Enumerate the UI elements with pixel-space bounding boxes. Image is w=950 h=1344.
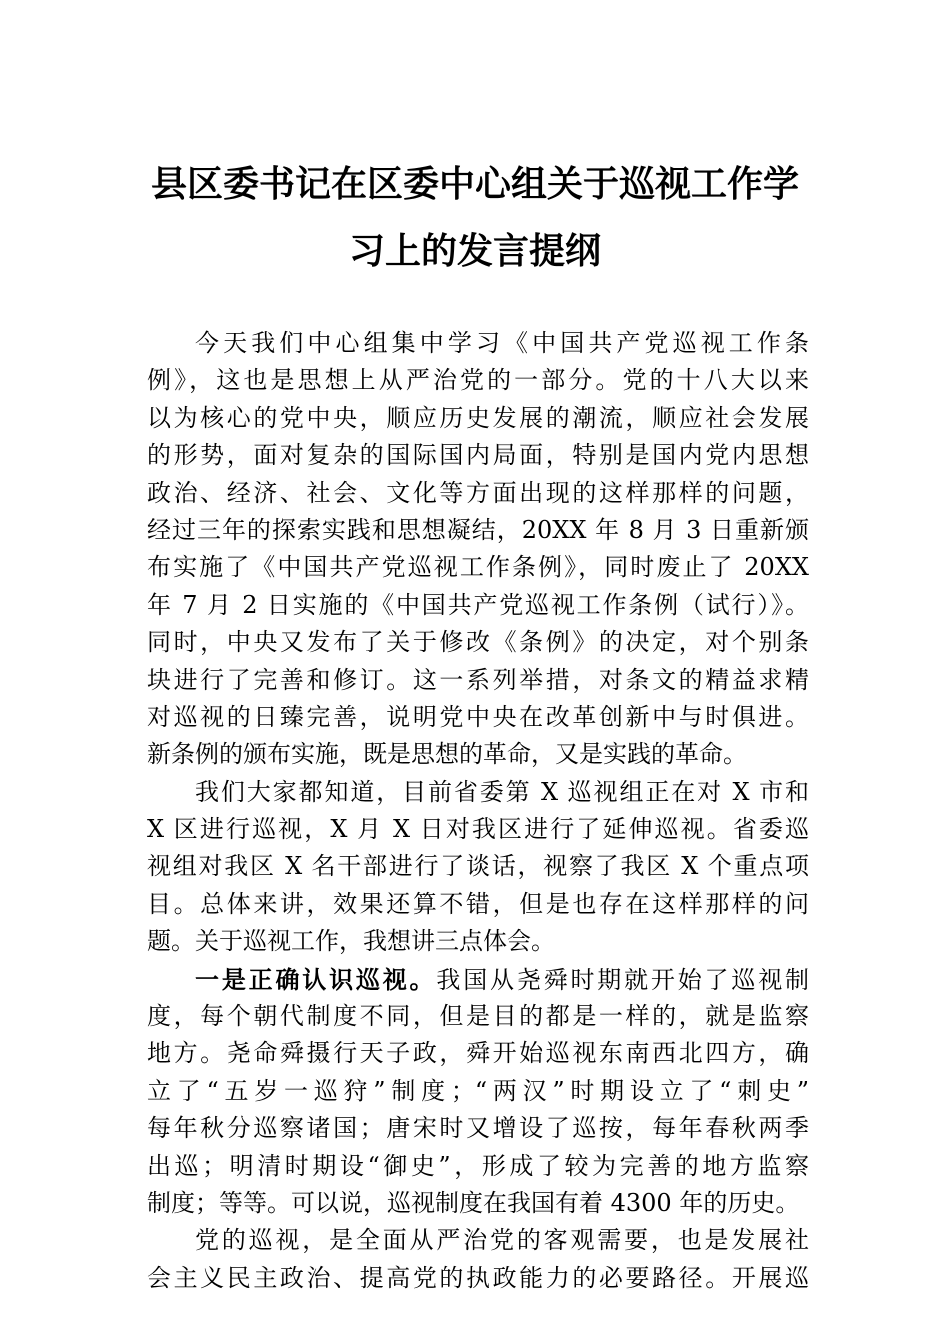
document-title-line-2: 习上的发言提纲 bbox=[348, 230, 601, 272]
text-line: 会主义民主政治、提高党的执政能力的必要路径。开展巡 bbox=[147, 1263, 809, 1292]
text-line: 目。总体来讲，效果还算不错，但是也存在这样那样的问 bbox=[147, 889, 809, 918]
paragraph-3 bbox=[147, 961, 809, 1223]
text-line: 制度；等等。可以说，巡视制度在我国有着 4300 年的历史。 bbox=[147, 1188, 800, 1217]
text-line: 对巡视的日臻完善，说明党中央在改革创新中与时俱进。 bbox=[147, 702, 809, 731]
text-line: 以为核心的党中央，顺应历史发展的潮流，顺应社会发展 bbox=[147, 403, 809, 432]
document-body bbox=[147, 325, 809, 1297]
text-line: X 区进行巡视，X 月 X 日对我区进行了延伸巡视。省委巡 bbox=[147, 815, 809, 844]
text-line: 同时，中央又发布了关于修改《条例》的决定，对个别条 bbox=[147, 628, 809, 657]
document-title-line-1: 县区委书记在区委中心组关于巡视工作学 bbox=[150, 163, 799, 205]
paragraph-2 bbox=[147, 774, 809, 961]
text-line: 例》，这也是思想上从严治党的一部分。党的十八大以来 bbox=[147, 366, 809, 395]
text-line: 题。关于巡视工作，我想讲三点体会。 bbox=[147, 927, 555, 956]
paragraph-lead-heading: 一是正确认识巡视。 bbox=[195, 964, 437, 994]
text-line: 每年秋分巡察诸国；唐宋时又增设了巡按，每年春秋两季 bbox=[147, 1114, 809, 1143]
text-line: 地方。尧命舜摄行天子政，舜开始巡视东南西北四方，确 bbox=[147, 1039, 809, 1068]
text-line: 我们大家都知道，目前省委第 X 巡视组正在对 X 市和 bbox=[195, 777, 809, 806]
text-line: 出巡；明清时期设“御史”，形成了较为完善的地方监察 bbox=[147, 1151, 809, 1180]
paragraph-1 bbox=[147, 325, 809, 774]
text-line: 布实施了《中国共产党巡视工作条例》，同时废止了 20XX bbox=[147, 553, 809, 582]
text-line: 经过三年的探索实践和思想凝结，20XX 年 8 月 3 日重新颁 bbox=[147, 515, 809, 544]
text-line: 视组对我区 X 名干部进行了谈话，视察了我区 X 个重点项 bbox=[147, 852, 809, 881]
text-line: 今天我们中心组集中学习《中国共产党巡视工作条 bbox=[195, 329, 809, 357]
text-line: 年 7 月 2 日实施的《中国共产党巡视工作条例（试行）》。 bbox=[147, 590, 809, 619]
text-line: 块进行了完善和修订。这一系列举措，对条文的精益求精 bbox=[147, 665, 809, 694]
text-line: 度，每个朝代制度不同，但是目的都是一样的，就是监察 bbox=[147, 1002, 809, 1031]
text-line: 党的巡视，是全面从严治党的客观需要，也是发展社 bbox=[195, 1226, 809, 1255]
text-line: 的形势，面对复杂的国际国内局面，特别是国内党内思想 bbox=[147, 441, 809, 470]
paragraph-4 bbox=[147, 1222, 809, 1297]
text-line: 立了“五岁一巡狩”制度；“两汉”时期设立了“刺史” bbox=[147, 1076, 809, 1105]
text-line: 新条例的颁布实施，既是思想的革命，又是实践的革命。 bbox=[147, 740, 747, 769]
text-line bbox=[147, 961, 809, 998]
text-line: 政治、经济、社会、文化等方面出现的这样那样的问题， bbox=[147, 478, 809, 507]
paragraph-lead-rest: 我国从尧舜时期就开始了巡视制 bbox=[436, 965, 810, 994]
